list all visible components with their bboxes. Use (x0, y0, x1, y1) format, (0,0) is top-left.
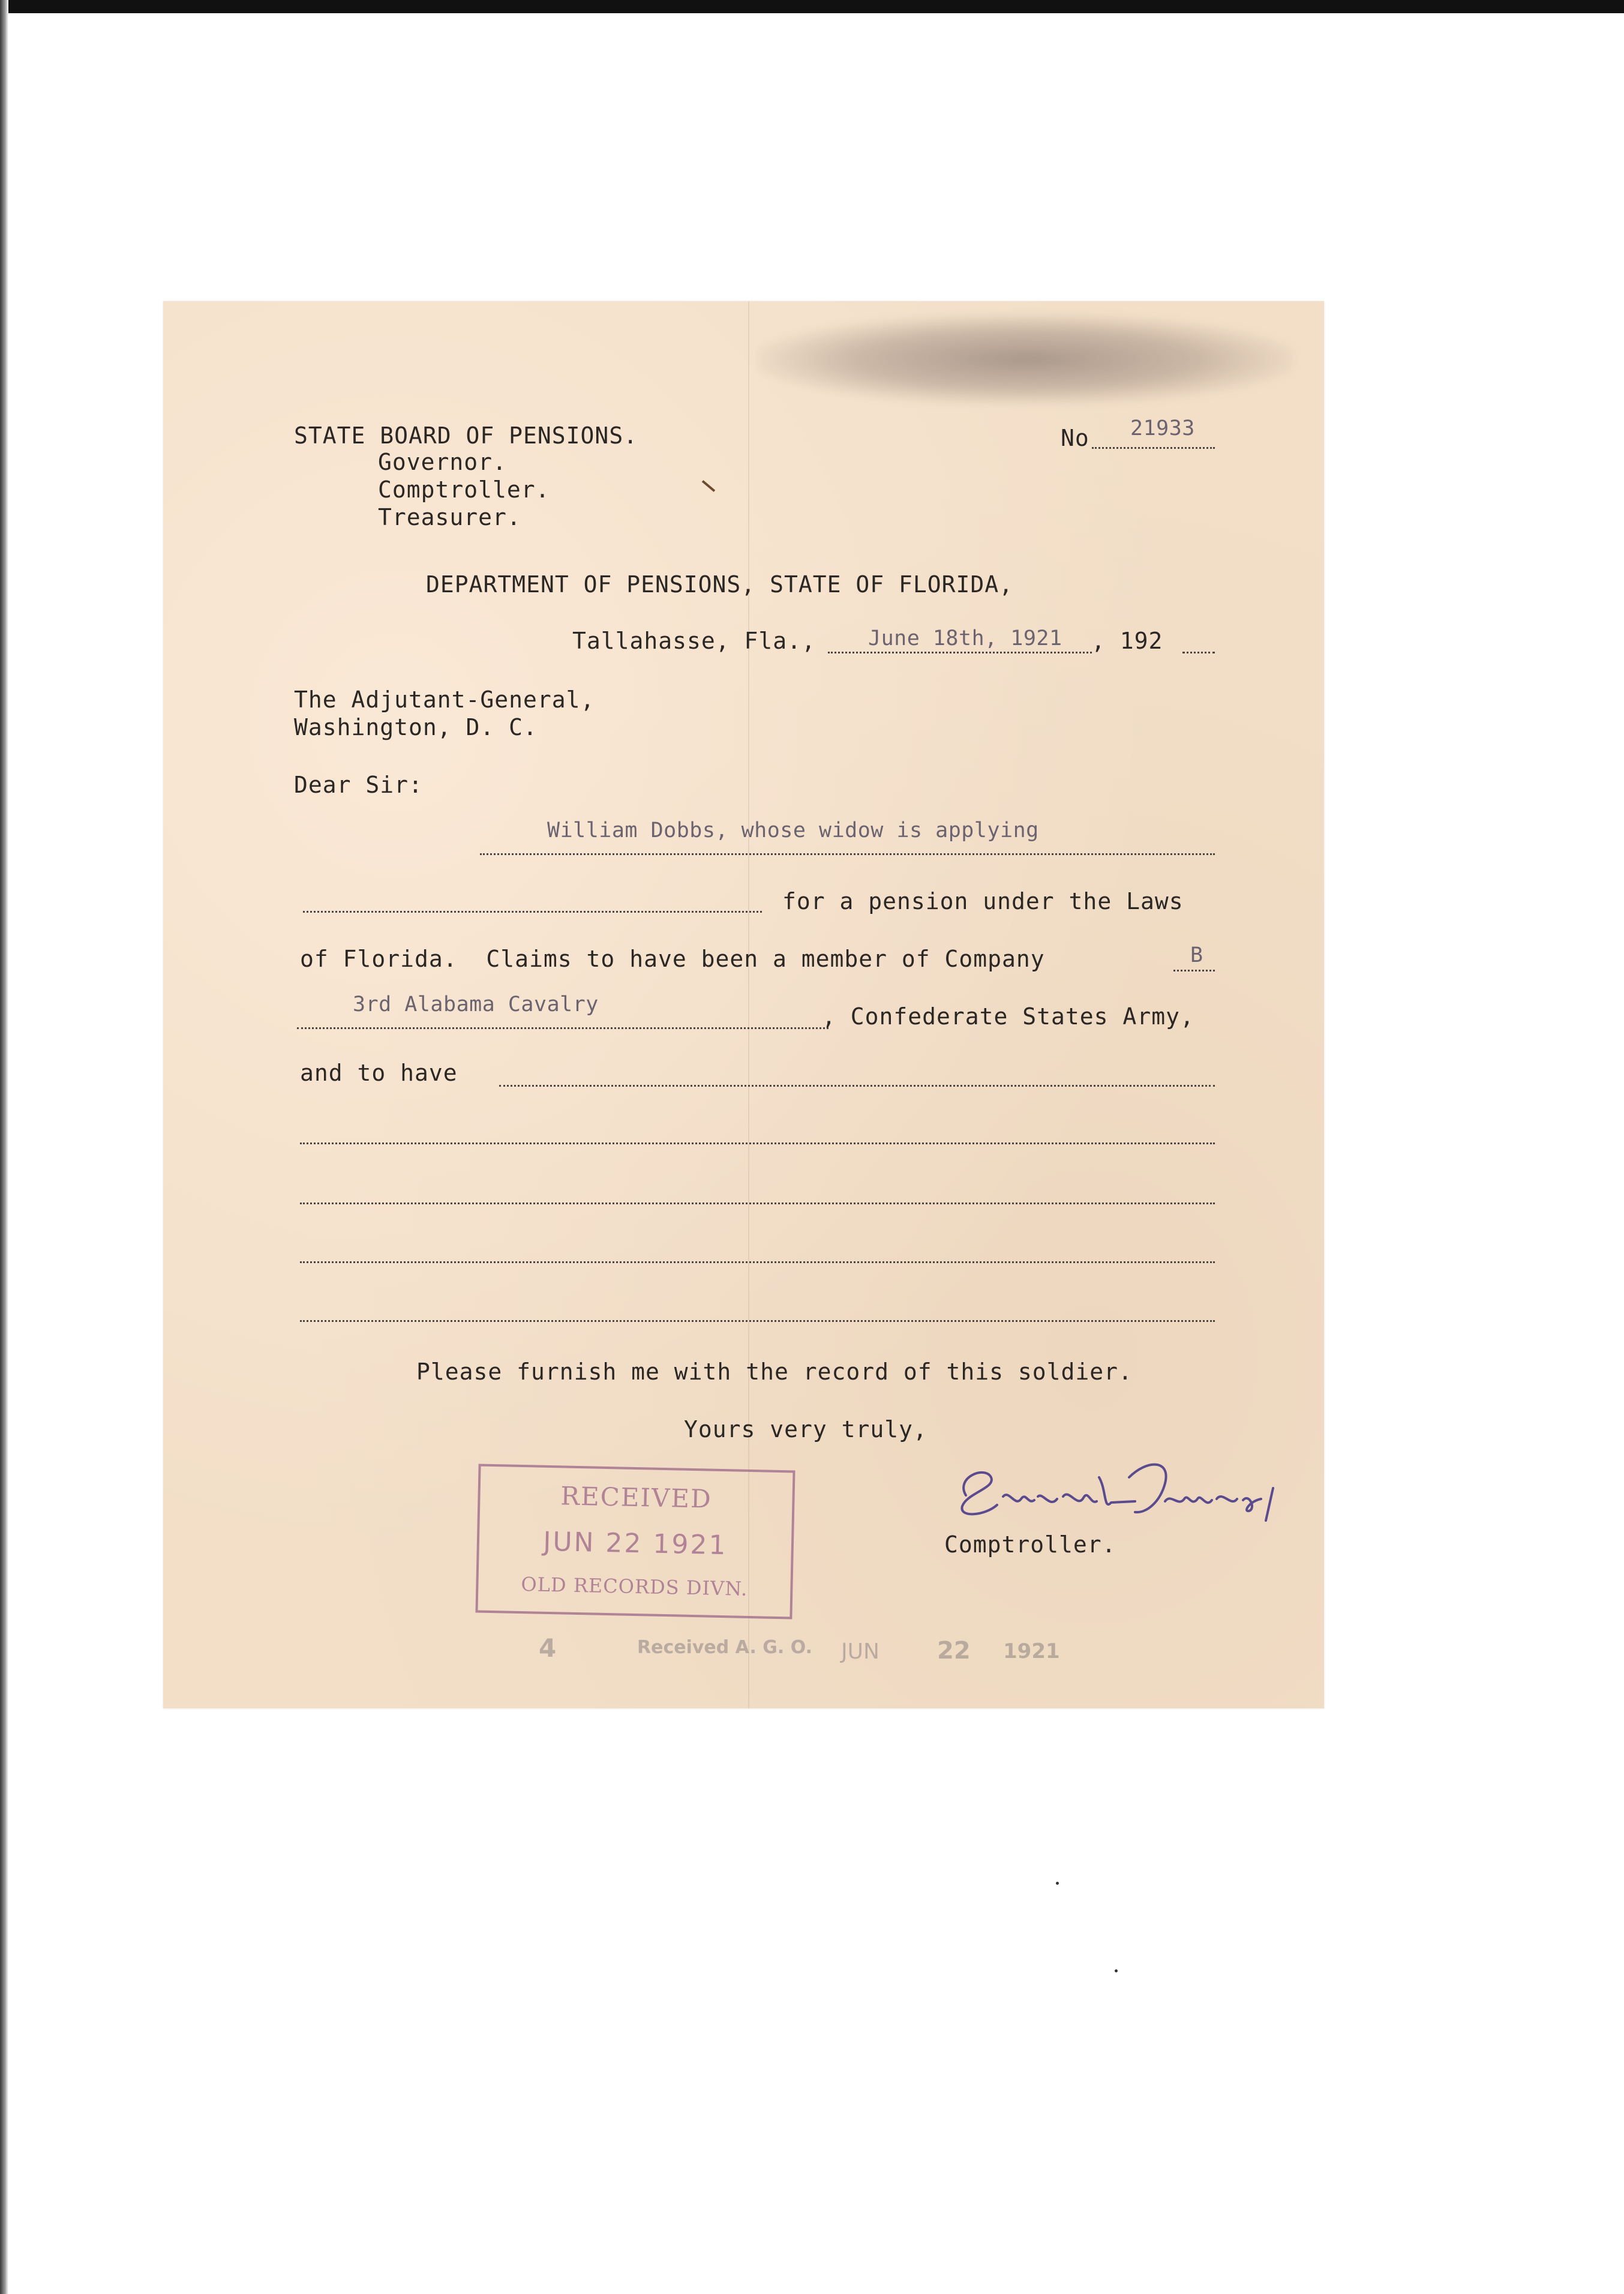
soldier-line (480, 853, 1215, 855)
scan-speck (1115, 1969, 1118, 1972)
faint-stamp-month: JUN (841, 1639, 879, 1664)
signature-title: Comptroller. (944, 1531, 1116, 1558)
soldier-name: William Dobbs, whose widow is applying (547, 818, 1039, 842)
number-label: No (1061, 425, 1089, 451)
company-value: B (1190, 943, 1203, 967)
claims-text: of Florida. Claims to have been a member of Company (300, 946, 1045, 972)
member-treasurer: Treasurer. (378, 504, 521, 530)
faint-stamp-day: 22 (937, 1637, 971, 1665)
army-text: , Confederate States Army, (822, 1003, 1194, 1030)
and-to-have: and to have (300, 1060, 458, 1086)
signature (949, 1453, 1285, 1537)
board-title: STATE BOARD OF PENSIONS. (294, 422, 638, 449)
faint-stamp-number: 4 (539, 1633, 557, 1663)
member-governor: Governor. (378, 449, 507, 475)
scan-top-edge (0, 0, 1624, 13)
year-suffix: , 192 (1091, 628, 1163, 654)
letter-document (163, 301, 1324, 1708)
stamp-date: JUN 22 1921 (542, 1526, 728, 1561)
closing: Yours very truly, (684, 1416, 927, 1443)
salutation: Dear Sir: (294, 772, 423, 798)
service-line-3 (300, 1203, 1215, 1204)
service-line-2 (300, 1142, 1215, 1144)
company-line (1173, 970, 1215, 971)
received-stamp (475, 1464, 795, 1619)
pension-text: for a pension under the Laws (782, 888, 1184, 914)
addressee-line-2: Washington, D. C. (294, 714, 538, 740)
letter-date: June 18th, 1921 (868, 626, 1062, 650)
date-line (828, 652, 1092, 653)
pension-blank-line (303, 911, 762, 913)
regiment-line (297, 1027, 828, 1029)
request-text: Please furnish me with the record of this soldier. (416, 1359, 1133, 1385)
number-line (1092, 447, 1215, 449)
member-comptroller: Comptroller. (378, 476, 550, 503)
pencil-mark (702, 480, 715, 492)
department-line: DEPARTMENT OF PENSIONS, STATE OF FLORIDA, (426, 571, 1013, 598)
scan-speck (1056, 1882, 1059, 1885)
stamp-received: RECEIVED (560, 1481, 713, 1514)
stamp-division: OLD RECORDS DIVN. (521, 1573, 748, 1600)
year-line (1182, 652, 1215, 653)
faint-stamp-text: Received A. G. O. (637, 1637, 813, 1658)
service-line-4 (300, 1261, 1215, 1263)
ink-smudge (757, 314, 1294, 404)
addressee-line-1: The Adjutant-General, (294, 686, 595, 713)
service-line-1 (499, 1085, 1215, 1087)
service-line-5 (300, 1320, 1215, 1322)
place-prefix: Tallahasse, Fla., (572, 628, 816, 654)
scan-left-edge (0, 0, 8, 2294)
regiment-value: 3rd Alabama Cavalry (353, 992, 599, 1016)
faint-stamp-year: 1921 (1003, 1639, 1060, 1663)
case-number: 21933 (1130, 416, 1195, 440)
